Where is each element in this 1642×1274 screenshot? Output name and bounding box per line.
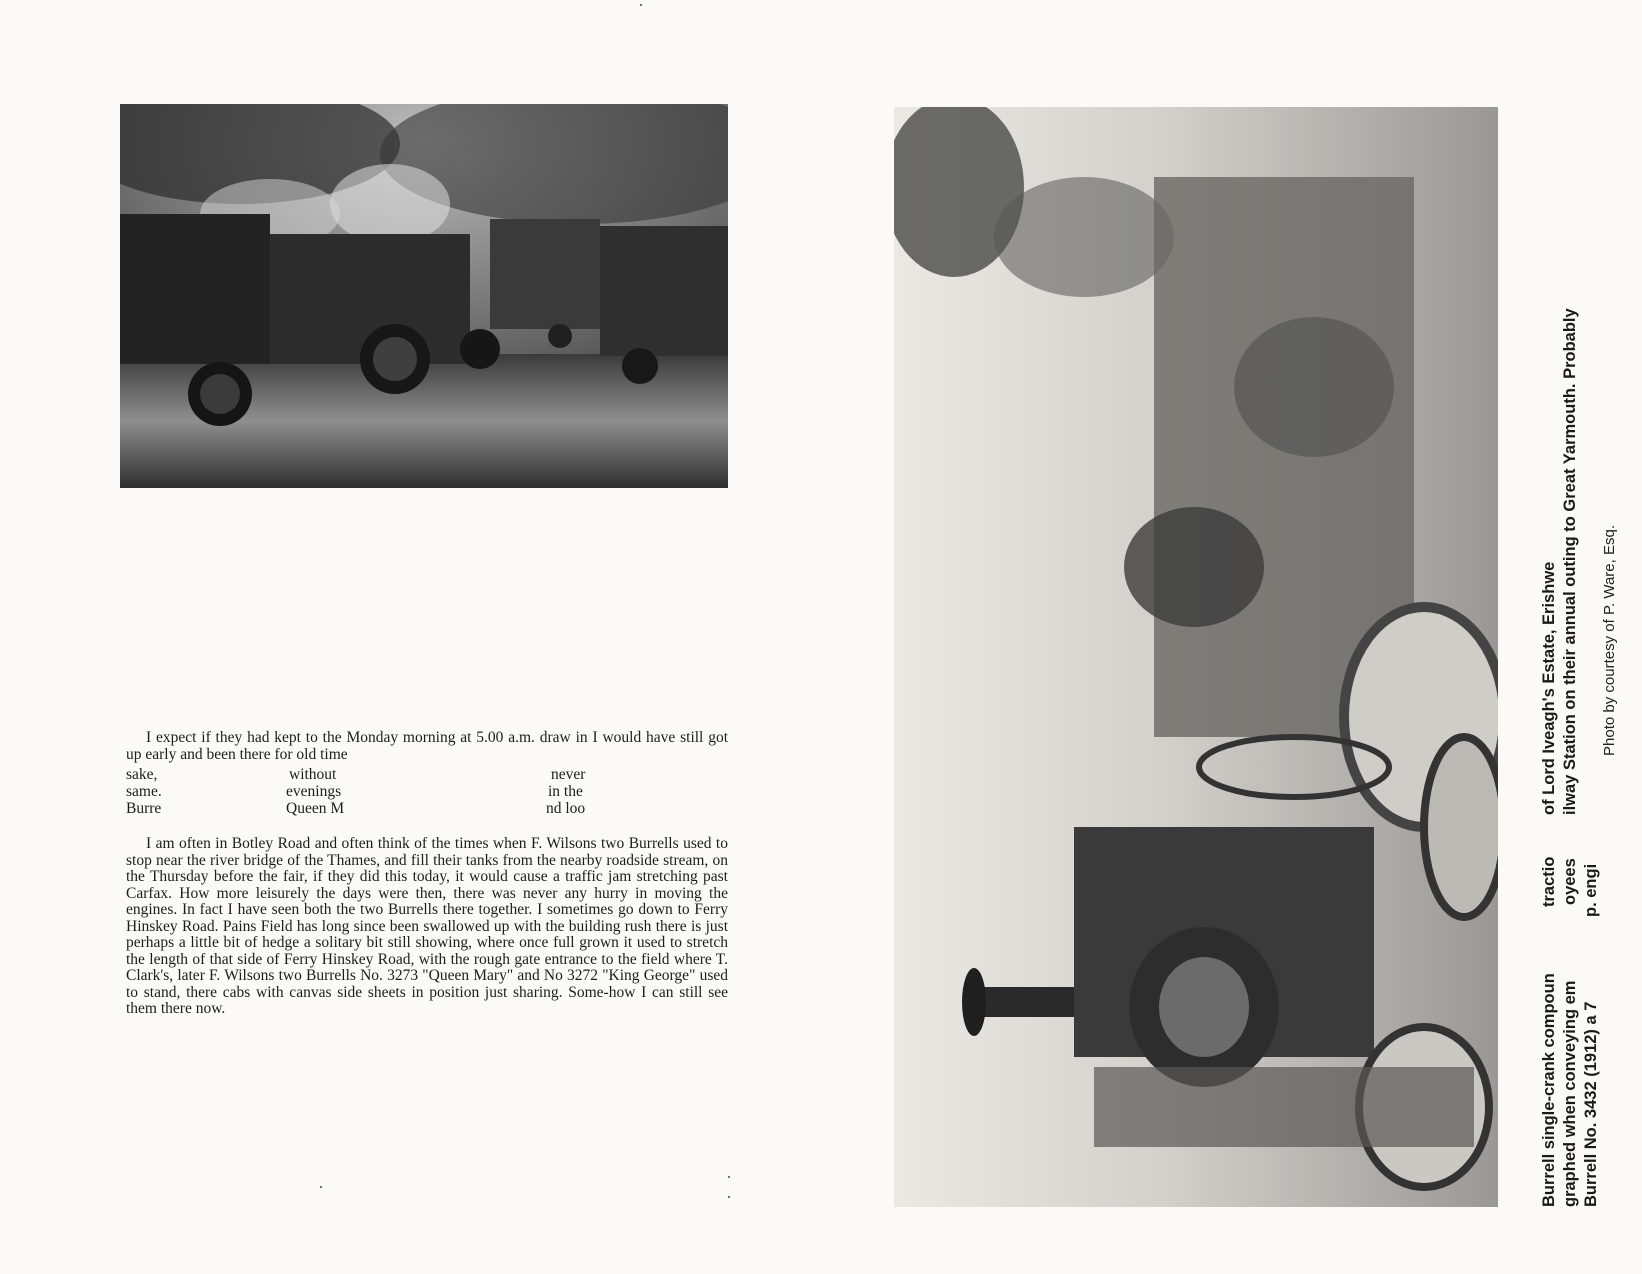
left-page <box>0 0 820 1274</box>
caption-text: Burrell No. 3432 (1912) a 7 <box>1582 1001 1600 1207</box>
speck <box>728 1176 730 1178</box>
caption-text: oyees <box>1561 858 1579 905</box>
fragment-row <box>126 783 728 800</box>
right-page <box>820 0 1642 1274</box>
speck <box>728 1196 730 1198</box>
caption-text: graphed when conveying em <box>1561 980 1579 1207</box>
steam-lorry-photo-art <box>120 104 728 488</box>
fragment-text: in the <box>548 783 583 800</box>
fragment-row <box>126 766 728 783</box>
fragment-row <box>126 800 728 817</box>
caption-text: p. engi <box>1582 863 1600 917</box>
caption-text: ilway Station on their annual outing to Great Yarmouth. Probably <box>1561 308 1579 815</box>
caption-text: of Lord Iveagh's Estate, Erishwe <box>1540 561 1558 815</box>
speck <box>320 1186 322 1188</box>
photo-credit: Photo by courtesy of P. Ware, Esq. <box>1601 525 1618 756</box>
fragment-text: Queen M <box>286 800 345 817</box>
traction-engine-photo <box>894 107 1498 1207</box>
fragment-text: evenings <box>286 783 342 800</box>
caption-text: Burrell single-crank compoun <box>1540 973 1558 1207</box>
fragment-text: Burre <box>126 800 162 817</box>
fragment-text: sake, <box>126 766 158 783</box>
fragment-text: never <box>551 766 586 783</box>
photo-caption <box>1526 97 1616 1207</box>
fragment-text: nd loo <box>546 800 586 817</box>
paragraph-2: I am often in Botley Road and often think of the times when F. Wilsons two Burrells used to stop near the river bridge of the Thames, and fill their tanks from the nearby roadside stream, on the Thursday before the fair, if they did this today, it would cause a traffic jam stretching past Carfax. How more leisurely the days were then, there was never any hurry in moving the engines. In fact I have seen both the two Burrells there together. I sometimes go down to Ferry Hinskey Road. Pains Field has long since been swallowed up with the building rush there is just perhaps a little bit of hedge a solitary bit still showing, where once full grown it used to stretch the length of that side of Ferry Hinskey Road, with the rough gate entrance to the field where T. Clark's, later F. Wilsons two Burrells No. 3273 "Queen Mary" and No 3272 "King George" used to stand, there cabs with canvas side sheets in position just sharing. Some-how I can still see them there now. <box>126 835 728 1017</box>
fragment-text: same. <box>126 783 162 800</box>
steam-lorry-photo <box>120 104 728 488</box>
speck <box>640 4 642 6</box>
paragraph-1: I expect if they had kept to the Monday morning at 5.00 a.m. draw in I would have still got up early and been there for old time <box>126 729 728 763</box>
fragment-text: without <box>289 766 337 783</box>
caption-text: tractio <box>1540 856 1558 907</box>
traction-engine-photo-art <box>894 107 1498 1207</box>
